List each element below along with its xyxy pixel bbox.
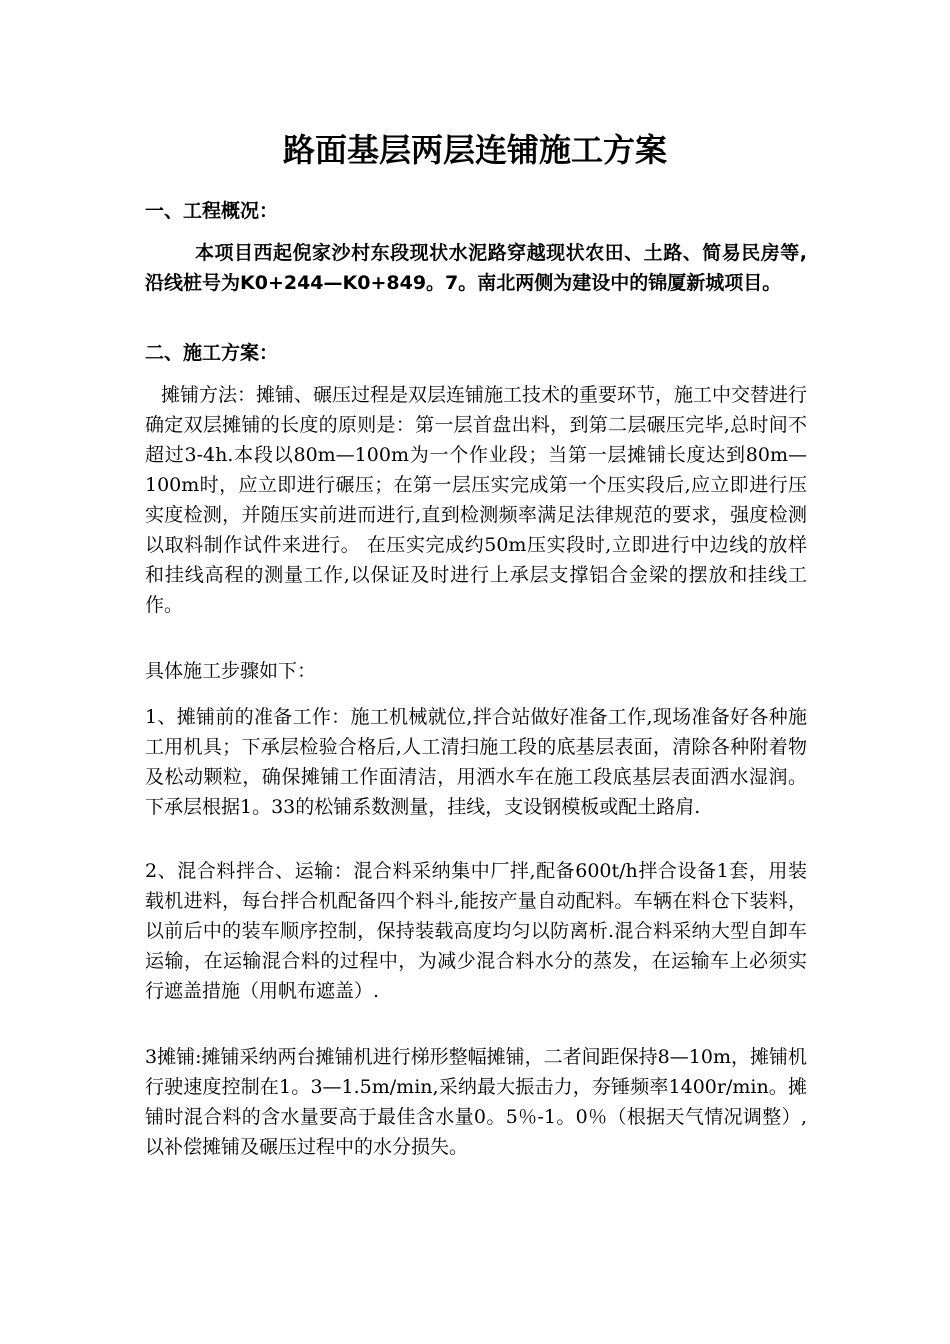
step-2-paragraph: 2、混合料拌合、运输：混合料采纳集中厂拌,配备600t/h拌合设备1套，用装载机进料，每台拌合机配备四个料斗,能按产量自动配料。车辆在料仓下装料，以前后中的装车顺序控制，保持装载高度均匀以防离析.混合料采纳大型自卸车运输，在运输混合料的过程中，为减少混合料水分的蒸发，在运输车上必须实行遮盖措施（用帆布遮盖）.	[145, 860, 807, 1002]
section-heading-overview: 一、工程概况：	[145, 200, 279, 222]
paving-method-paragraph: 摊铺方法：摊铺、碾压过程是双层连铺施工技术的重要环节，施工中交替进行确定双层摊铺的长度的原则是：第一层首盘出料，到第二层碾压完毕,总时间不超过3-4h.本段以80m—100m为一个作业段；当第一层摊铺长度达到80m—100m时，应立即进行碾压；在第一层压实完成第一个压实段后,应立即进行压实度检测，并随压实前进而进行,直到检测频率满足法律规范的要求，强度检测以取料制作试件来进行。 在压实完成约50m压实段时,立即进行中边线的放样和挂线高程的测量工作,以保证及时进行上承层支撑铝合金梁的摆放和挂线工作。	[145, 384, 808, 616]
document-title: 路面基层两层连铺施工方案	[282, 131, 667, 169]
section-heading-plan: 二、施工方案：	[145, 342, 279, 364]
overview-paragraph: 本项目西起倪家沙村东段现状水泥路穿越现状农田、土路、简易民房等,沿线桩号为K0+244—K0+849。7。南北两侧为建设中的锦厦新城项目。	[145, 242, 807, 294]
steps-intro: 具体施工步骤如下：	[145, 660, 317, 682]
step-3-paragraph: 3摊铺:摊铺采纳两台摊铺机进行梯形整幅摊铺，二者间距保持8—10m，摊铺机行驶速度控制在1。3—1.5m/min,采纳最大振击力，夯锤频率1400r/min。摊铺时混合料的含水量要高于最佳含水量0。5％-1。0％（根据天气情况调整）,以补偿摊铺及碾压过程中的水分损失。	[145, 1046, 807, 1158]
step-1-paragraph: 1、摊铺前的准备工作：施工机械就位,拌合站做好准备工作,现场准备好各种施工用机具；下承层检验合格后,人工清扫施工段的底基层表面，清除各种附着物及松动颗粒，确保摊铺工作面清洁，用洒水车在施工段底基层表面洒水湿润。下承层根据1。33的松铺系数测量，挂线，支设钢模板或配土路肩.	[145, 706, 807, 818]
